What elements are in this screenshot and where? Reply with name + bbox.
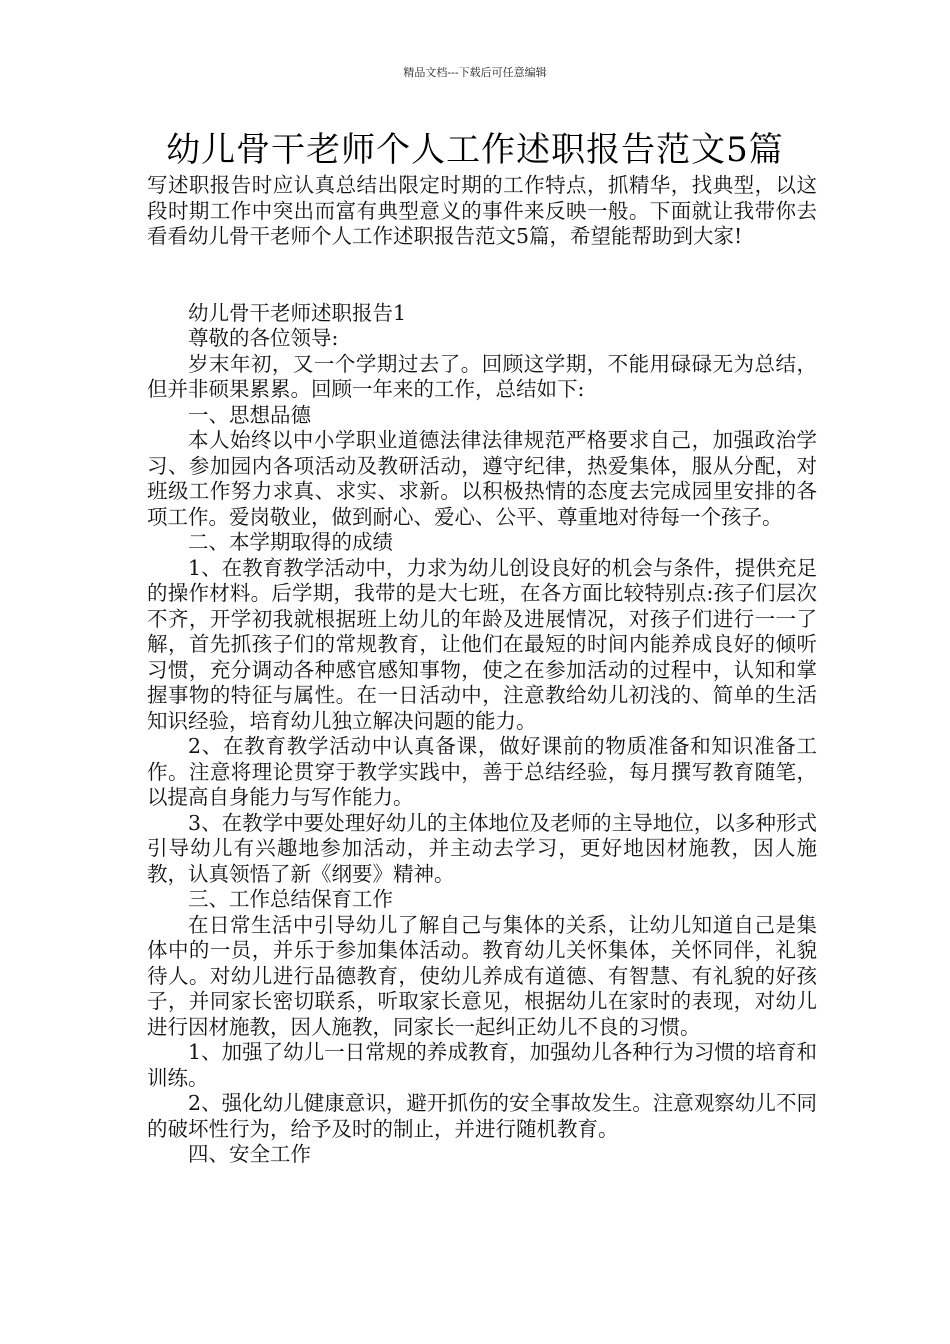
page-header: 精品文档---下载后可任意编辑 [403,66,547,79]
section-2-paragraph-2: 2、在教育教学活动中认真备课，做好课前的物质准备和知识准备工作。注意将理论贯穿于教学实践中，善于总结经验，每月撰写教育随笔，以提高自身能力与写作能力。 [147,734,817,809]
section-1-paragraph: 本人始终以中小学职业道德法律法律规范严格要求自己，加强政治学习、参加园内各项活动及教研活动，遵守纪律，热爱集体，服从分配，对班级工作努力求真、求实、求新。以积极热情的态度去完成园里安排的各项工作。爱岗敬业，做到耐心、爱心、公平、尊重地对待每一个孩子。 [147,428,817,529]
intro-paragraph: 写述职报告时应认真总结出限定时期的工作特点，抓精华，找典型，以这段时期工作中突出而富有典型意义的事件来反映一般。下面就让我带你去看看幼儿骨干老师个人工作述职报告范文5篇，希望能帮助到大家! [147,173,817,248]
section-2-title: 二、本学期取得的成绩 [188,530,393,554]
report-heading: 幼儿骨干老师述职报告1 [188,300,407,325]
section-1-title: 一、思想品德 [188,402,311,427]
section-3-paragraph-2: 1、加强了幼儿一日常规的养成教育，加强幼儿各种行为习惯的培育和训练。 [147,1040,817,1090]
section-4-title: 四、安全工作 [188,1142,311,1166]
section-2-paragraph-3: 3、在教学中要处理好幼儿的主体地位及老师的主导地位，以多种形式引导幼儿有兴趣地参加活动，并主动去学习，更好地因材施教，因人施教，认真领悟了新《纲要》精神。 [147,810,817,886]
section-2-paragraph-1: 1、在教育教学活动中，力求为幼儿创设良好的机会与条件，提供充足的操作材料。后学期，我带的是大七班，在各方面比较特别点:孩子们层次不齐，开学初我就根据班上幼儿的年龄及进展情况，对孩子们进行一一了解，首先抓孩子们的常规教育，让他们在最短的时间内能养成良好的倾听习惯，充分调动各种感官感知事物，使之在参加活动的过程中，认知和掌握事物的特征与属性。在一日活动中，注意教给幼儿初浅的、简单的生活知识经验，培育幼儿独立解决问题的能力。 [147,555,817,733]
opening-paragraph: 岁末年初，又一个学期过去了。回顾这学期，不能用碌碌无为总结，但并非硕果累累。回顾一年来的工作，总结如下: [147,351,817,401]
paragraph-gap [147,250,817,301]
greeting: 尊敬的各位领导: [188,326,339,350]
document-title: 幼儿骨干老师个人工作述职报告范文5篇 [166,130,784,170]
section-3-paragraph-1: 在日常生活中引导幼儿了解自己与集体的关系，让幼儿知道自己是集体中的一员，并乐于参加集体活动。教育幼儿关怀集体，关怀同伴，礼貌待人。对幼儿进行品德教育，使幼儿养成有道德、有智慧、有礼貌的好孩子，并同家长密切联系，听取家长意见，根据幼儿在家时的表现，对幼儿进行因材施教，因人施教，同家长一起纠正幼儿不良的习惯。 [147,912,817,1039]
document-body [147,173,817,1168]
section-3-paragraph-3: 2、强化幼儿健康意识，避开抓伤的安全事故发生。注意观察幼儿不同的破坏性行为，给予及时的制止，并进行随机教育。 [147,1091,817,1141]
section-3-title: 三、工作总结保育工作 [188,887,393,911]
